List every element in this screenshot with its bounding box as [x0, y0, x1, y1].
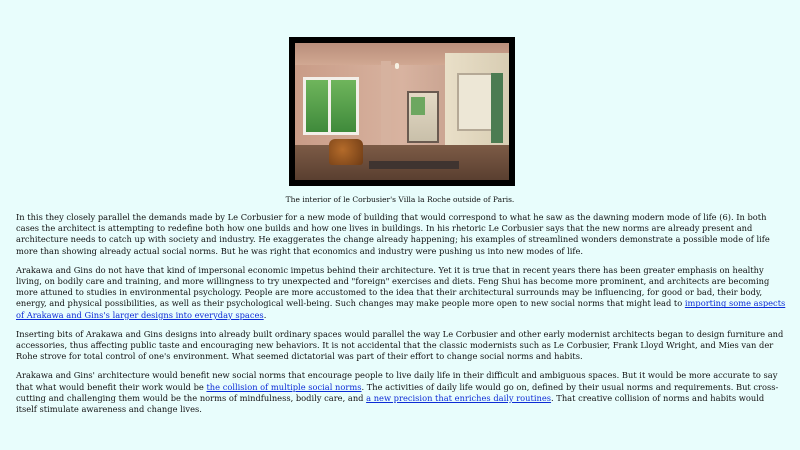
paragraph-4-text-c: . That creative collision of norms and habits would itself stimulate awareness and change lives. — [16, 392, 765, 415]
paragraph-4-text-b: . The activities of daily life would go on, defined by their usual norms and requirements. But cross-cutting and challenging them would be the norms of mindfulness, bodily care, and — [16, 381, 779, 403]
paragraph-3: Inserting bits of Arakawa and Gins designs into already built ordinary spaces would parallel the way Le Corbusier and other early modernist architects began to design furniture and accessories, thus affecting public taste and encouraging new behaviors. It is not accidental that the classic modernists such as Le Corbusier, Frank Lloyd Wright, and Mies van der Rohe strove for total control of one's environment. What seemed dictatorial was part of their effort to change social norms and habits. — [16, 328, 784, 362]
paragraph-4 — [16, 370, 786, 415]
link-importing-designs[interactable]: importing some aspects of Arakawa and Gins's larger designs into everyday spaces — [16, 298, 786, 320]
photo-right-window — [457, 73, 495, 131]
photo-window — [303, 77, 359, 135]
interior-image — [295, 43, 509, 180]
paragraph-2-text: Arakawa and Gins do not have that kind of impersonal economic impetus behind their architecture. Yet it is true that in recent years there has been greater emphasis on healthy living, on bodily care and training, and more willingness to try unexpected and "foreign" exercises and diets. Feng Shui has become more prominent, and architects are becoming more attuned to studies in environmental psychology. People are more accustomed to the idea that their architectural surrounds may be influencing, for good or bad, their body, energy, and physical possibilities, as well as their psychological well-being. Such changes may make people more open to new social norms that might lead to — [16, 264, 770, 309]
paragraph-2-end: . — [263, 309, 267, 320]
villa-la-roche-photo — [289, 37, 515, 186]
photo-green-panel — [491, 73, 503, 143]
paragraph-1: In this they closely parallel the demands made by Le Corbusier for a new mode of building that would correspond to what he saw as the dawning modern mode of life (6). In both cases the architect is attempting to redefine both how one builds and how one lives in buildings. In his rhetoric Le Corbusier says that the new norms are already present and architecture needs to catch up with society and industry. He exaggerates the change already happening; his examples of streamlined wonders demonstrate a possible mode of life more than showing already actual social norms. But he was right that economics and industry were pushing us into new modes of life. — [16, 212, 770, 256]
paragraph-2 — [16, 265, 786, 321]
photo-armchair — [329, 139, 363, 165]
paragraph-4-text-a: Arakawa and Gins' architecture would benefit new social norms that encourage people to live daily life in their difficult and ambiguous spaces. But it would be more accurate to say that what would benefit their work would be — [16, 370, 778, 392]
photo-inner-window — [411, 97, 425, 115]
photo-lamp — [395, 63, 399, 69]
article-body — [16, 212, 786, 423]
link-collision-social-norms[interactable]: the collision of multiple social norms — [206, 381, 362, 392]
photo-table — [369, 161, 459, 169]
link-new-precision[interactable]: a new precision that enriches daily routines — [366, 392, 552, 403]
photo-caption: The interior of le Corbusier's Villa la Roche outside of Paris. — [285, 195, 515, 204]
